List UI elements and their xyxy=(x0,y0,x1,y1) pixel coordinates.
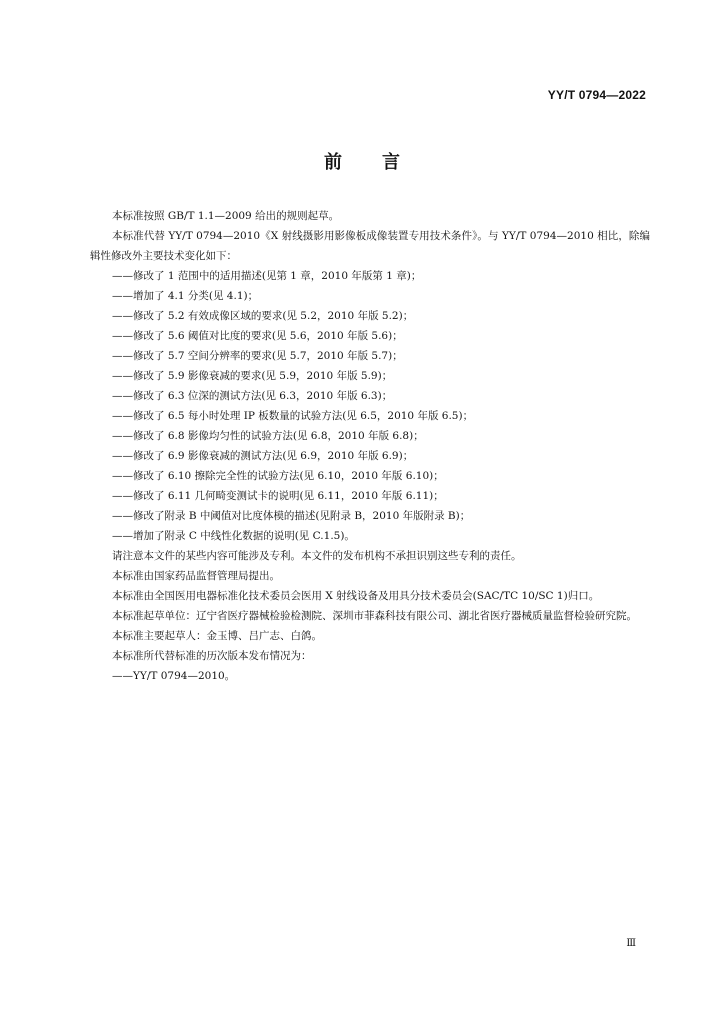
paragraph-history-intro: 本标准所代替标准的历次版本发布情况为： xyxy=(112,650,312,662)
history-item: ——YY/T 0794—2010。 xyxy=(112,670,236,682)
list-item: ——修改了 5.6 阈值对比度的要求(见 5.6，2010 年版 5.6)； xyxy=(112,330,403,342)
list-item: ——增加了附录 C 中线性化数据的说明(见 C.1.5)。 xyxy=(112,530,355,542)
list-item: ——增加了 4.1 分类(见 4.1)； xyxy=(112,290,259,302)
list-item: ——修改了 5.2 有效成像区域的要求(见 5.2，2010 年版 5.2)； xyxy=(112,310,414,322)
paragraph-replacement: 本标准代替 YY/T 0794—2010《X 射线摄影用影像板成像装置专用技术条件》。与 YY/T 0794—2010 相比，除编辑性修改外主要技术变化如下： xyxy=(90,230,650,262)
paragraph-patent-notice: 请注意本文件的某些内容可能涉及专利。本文件的发布机构不承担识别这些专利的责任。 xyxy=(112,550,522,562)
list-item: ——修改了 6.11 几何畸变测试卡的说明(见 6.11，2010 年版 6.11)； xyxy=(112,490,444,502)
paragraph-drafters: 本标准主要起草人：金玉博、吕广志、白鸽。 xyxy=(112,630,322,642)
list-item: ——修改了 6.9 影像衰减的测试方法(见 6.9，2010 年版 6.9)； xyxy=(112,450,414,462)
list-item: ——修改了 5.7 空间分辨率的要求(见 5.7，2010 年版 5.7)； xyxy=(112,350,403,362)
page-number: Ⅲ xyxy=(626,938,636,949)
paragraph-drafting-rules: 本标准按照 GB/T 1.1—2009 给出的规则起草。 xyxy=(112,210,340,222)
foreword-body xyxy=(90,206,650,686)
list-item: ——修改了附录 B 中阈值对比度体模的描述(见附录 B，2010 年版附录 B)； xyxy=(112,510,471,522)
title-part-1: 前 xyxy=(324,152,342,173)
list-item: ——修改了 6.8 影像均匀性的试验方法(见 6.8，2010 年版 6.8)； xyxy=(112,430,424,442)
page-title xyxy=(0,148,724,174)
title-part-2: 言 xyxy=(382,152,400,173)
list-item: ——修改了 6.10 擦除完全性的试验方法(见 6.10，2010 年版 6.10)； xyxy=(112,470,444,482)
standard-code-header: YY/T 0794—2022 xyxy=(547,88,646,102)
paragraph-drafting-units: 本标准起草单位：辽宁省医疗器械检验检测院、深圳市菲森科技有限公司、湖北省医疗器械质量监督检验研究院。 xyxy=(112,610,637,622)
list-item: ——修改了 6.3 位深的测试方法(见 6.3，2010 年版 6.3)； xyxy=(112,390,393,402)
paragraph-proposer: 本标准由国家药品监督管理局提出。 xyxy=(112,570,280,582)
list-item: ——修改了 5.9 影像衰减的要求(见 5.9，2010 年版 5.9)； xyxy=(112,370,393,382)
paragraph-technical-committee: 本标准由全国医用电器标准化技术委员会医用 X 射线设备及用具分技术委员会(SAC/TC 10/SC 1)归口。 xyxy=(112,590,600,602)
list-item: ——修改了 1 范围中的适用描述(见第 1 章，2010 年版第 1 章)； xyxy=(112,270,422,282)
changes-list xyxy=(90,266,650,546)
list-item: ——修改了 6.5 每小时处理 IP 板数量的试验方法(见 6.5，2010 年版 6.5)； xyxy=(112,410,474,422)
